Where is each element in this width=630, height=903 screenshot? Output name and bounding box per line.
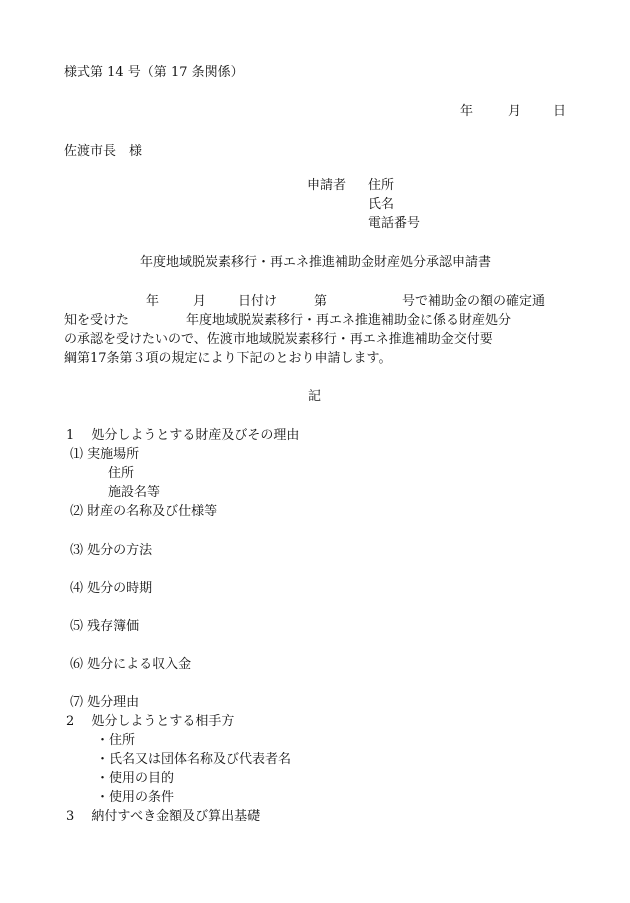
addressee: 佐渡市長 様: [64, 144, 143, 159]
item-1-sub-3: ⑶ 処分の方法: [70, 543, 153, 558]
item-2-bullet-2: ・氏名又は団体名称及び代表者名: [96, 752, 292, 767]
item-1-sub-5: ⑸ 残存簿価: [70, 619, 140, 634]
item-1-sub-7: ⑺ 処分理由: [70, 695, 140, 710]
item-2-bullet-1: ・住所: [96, 733, 136, 748]
item-1-sub-1-facility: 施設名等: [108, 485, 161, 500]
document-title: 年度地域脱炭素移行・再エネ推進補助金財産処分承認申請書: [140, 255, 492, 270]
applicant-name-label: 氏名: [368, 197, 395, 212]
item-1-sub-6: ⑹ 処分による収入金: [70, 657, 192, 672]
applicant-address-label: 住所: [368, 178, 395, 193]
item-2: 2 処分しようとする相手方: [66, 714, 235, 729]
body-line3: の承認を受けたいので、佐渡市地域脱炭素移行・再エネ推進補助金交付要: [64, 332, 493, 347]
body-month: 月: [193, 294, 207, 309]
item-1-sub-1-address: 住所: [108, 466, 135, 481]
date-month-label: 月: [508, 104, 522, 119]
form-number: 様式第 14 号（第 17 条関係）: [64, 65, 244, 80]
item-1-sub-2: ⑵ 財産の名称及び仕様等: [70, 504, 218, 519]
item-2-bullet-4: ・使用の条件: [96, 790, 175, 805]
body-year: 年: [146, 294, 160, 309]
body-line2-start: 知を受けた: [64, 313, 130, 328]
item-2-bullet-3: ・使用の目的: [96, 771, 175, 786]
applicant-phone-label: 電話番号: [368, 216, 421, 231]
applicant-label: 申請者: [307, 178, 347, 193]
date-year-label: 年: [460, 104, 474, 119]
item-1: 1 処分しようとする財産及びその理由: [66, 428, 300, 443]
body-line2-rest: 年度地域脱炭素移行・再エネ推進補助金に係る財産処分: [186, 313, 512, 328]
item-1-sub-4: ⑷ 処分の時期: [70, 581, 153, 596]
item-3: 3 納付すべき金額及び算出基礎: [66, 809, 261, 824]
body-line4: 綱第17条第３項の規定により下記のとおり申請します。: [64, 351, 392, 366]
body-line1-rest: 号で補助金の額の確定通: [402, 294, 546, 309]
body-number-prefix: 第: [314, 294, 328, 309]
date-day-label: 日: [553, 104, 567, 119]
ki-heading: 記: [308, 389, 322, 404]
body-dated: 日付け: [238, 294, 278, 309]
item-1-sub-1: ⑴ 実施場所: [70, 447, 140, 462]
